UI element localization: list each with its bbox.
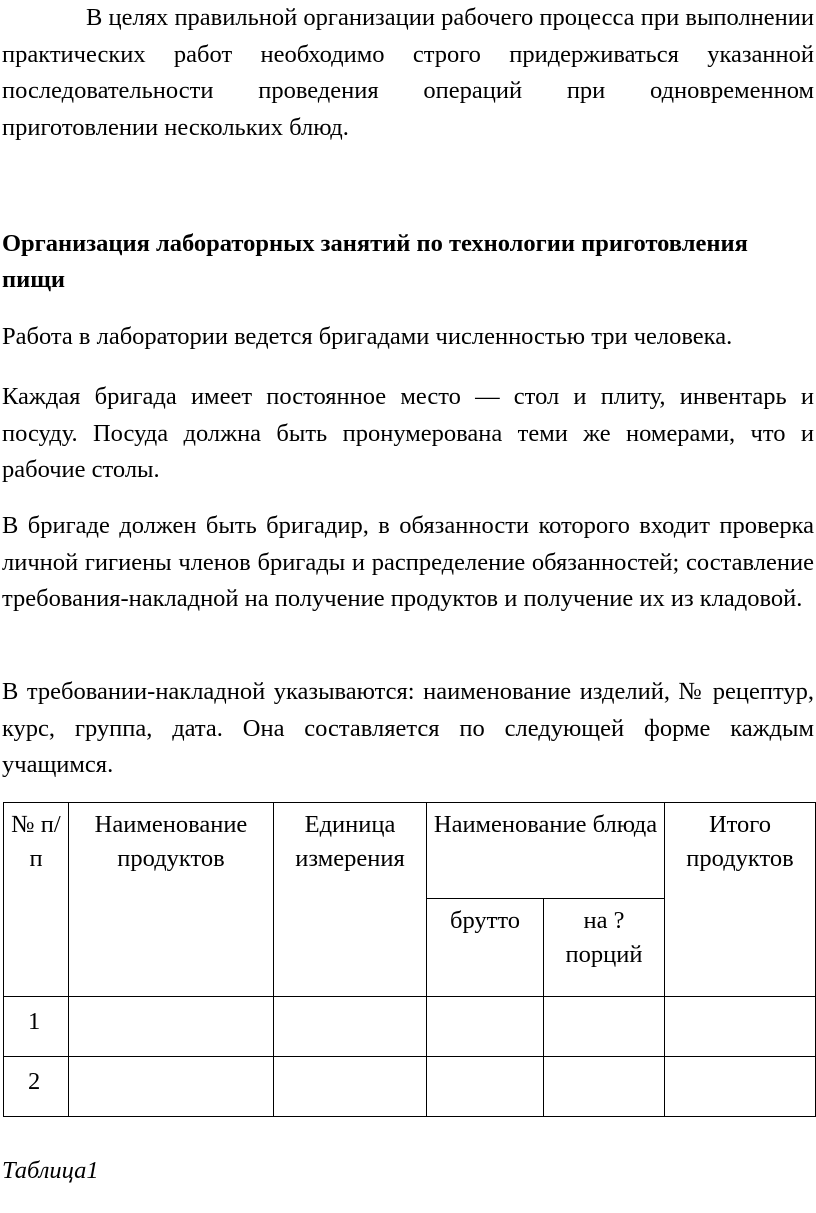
row-number: 1 bbox=[4, 997, 69, 1057]
table-cell bbox=[69, 1057, 274, 1117]
table-cell bbox=[274, 997, 427, 1057]
header-unit: Единица измерения bbox=[274, 803, 427, 997]
table-cell bbox=[544, 1057, 665, 1117]
table-header-row bbox=[4, 803, 816, 899]
table-caption: Таблица1 bbox=[2, 1157, 99, 1184]
header-total: Итого продуктов bbox=[665, 803, 816, 997]
table-cell bbox=[274, 1057, 427, 1117]
section-heading: Организация лабораторных занятий по технологии приготовления пищи bbox=[2, 230, 748, 293]
requisition-table bbox=[3, 802, 816, 1117]
paragraph-brigades: Работа в лаборатории ведется бригадами численностью три человека. bbox=[2, 323, 733, 350]
header-product: Наименование продуктов bbox=[69, 803, 274, 997]
header-gross: брутто bbox=[427, 899, 544, 997]
table-cell bbox=[665, 997, 816, 1057]
row-number: 2 bbox=[4, 1057, 69, 1117]
paragraph-foreman: В бригаде должен быть бригадир, в обязанности которого входит проверка личной гигиены членов бригады и распределение обязанностей; составление требования-накладной на получение продуктов и получение их из кладовой. bbox=[2, 512, 814, 612]
header-dish: Наименование блюда bbox=[427, 803, 665, 899]
table-row bbox=[4, 1057, 816, 1117]
header-portions: на ? порций bbox=[544, 899, 665, 997]
intro-paragraph: В целях правильной организации рабочего процесса при выполнении практических работ необходимо строго придерживаться указанной последовательности проведения операций при одновременном приготовлении нескольких блюд. bbox=[2, 4, 814, 141]
table-cell bbox=[665, 1057, 816, 1117]
header-num: № п/п bbox=[4, 803, 69, 997]
table-row bbox=[4, 997, 816, 1057]
table-cell bbox=[427, 997, 544, 1057]
table-cell bbox=[544, 997, 665, 1057]
table-cell bbox=[69, 997, 274, 1057]
table-cell bbox=[427, 1057, 544, 1117]
paragraph-workplace: Каждая бригада имеет постоянное место — стол и плиту, инвентарь и посуду. Посуда должна быть пронумерована теми же номерами, что и рабочие столы. bbox=[2, 383, 814, 483]
paragraph-invoice: В требовании-накладной указываются: наименование изделий, № рецептур, курс, группа, дата. Она составляется по следующей форме каждым учащимся. bbox=[2, 678, 814, 778]
